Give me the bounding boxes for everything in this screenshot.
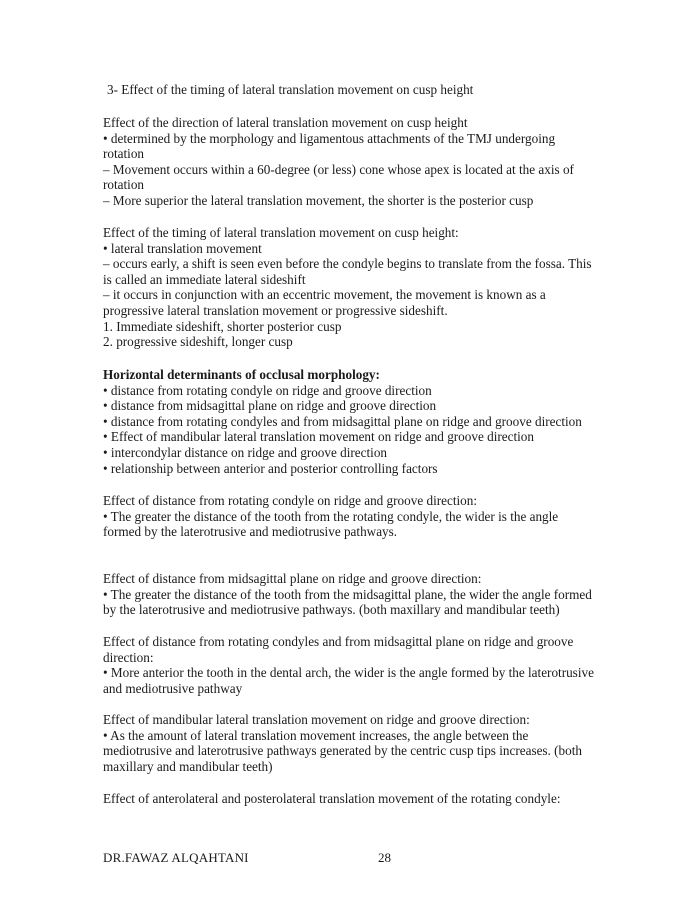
paragraph-line: and mediotrusive pathway xyxy=(103,680,243,696)
paragraph-line: • lateral translation movement xyxy=(103,240,262,256)
paragraph-line: 2. progressive sideshift, longer cusp xyxy=(103,334,293,350)
paragraph-line: Effect of mandibular lateral translation movement on ridge and groove direction: xyxy=(103,712,530,727)
paragraph-line: Effect of anterolateral and posterolateral translation movement of the rotating condyle: xyxy=(103,791,561,806)
paragraph-line: • determined by the morphology and ligamentous attachments of the TMJ undergoing xyxy=(103,130,556,146)
section-mandibular-lateral-translation xyxy=(103,712,623,774)
paragraph-line: rotation xyxy=(103,146,145,162)
section-horizontal-determinants xyxy=(103,367,623,476)
paragraph-line: – Movement occurs within a 60-degree (or less) cone whose apex is located at the axis of xyxy=(103,161,574,177)
paragraph-line: 1. Immediate sideshift, shorter posterior cusp xyxy=(103,318,342,334)
paragraph-line: Effect of distance from midsagittal plane on ridge and groove direction: xyxy=(103,571,482,586)
section-anterolateral-posterolateral xyxy=(103,791,623,807)
list-item: • distance from midsagittal plane on ridge and groove direction xyxy=(103,398,437,414)
footer-page-number: 28 xyxy=(378,850,391,865)
section-direction-lateral-translation xyxy=(103,115,623,209)
paragraph-line: • The greater the distance of the tooth from the midsagittal plane, the wider the angle formed xyxy=(103,586,592,602)
paragraph-line: Effect of the direction of lateral translation movement on cusp height xyxy=(103,115,468,130)
paragraph-line: direction: xyxy=(103,649,154,665)
paragraph-line: progressive lateral translation movement or progressive sideshift. xyxy=(103,302,448,318)
paragraph-line: formed by the laterotrusive and mediotrusive pathways. xyxy=(103,524,398,540)
paragraph-line: Effect of distance from rotating condyles and from midsagittal plane on ridge and groove xyxy=(103,634,574,649)
paragraph-line: – occurs early, a shift is seen even before the condyle begins to translate from the fossa. This xyxy=(103,256,592,272)
paragraph-line: – it occurs in conjunction with an eccentric movement, the movement is known as a xyxy=(103,287,546,303)
section-distance-condyles-and-plane xyxy=(103,634,623,696)
footer-author: DR.FAWAZ ALQAHTANI xyxy=(103,850,249,865)
paragraph-line: maxillary and mandibular teeth) xyxy=(103,758,273,774)
paragraph-line: is called an immediate lateral sideshift xyxy=(103,271,306,287)
section-timing-lateral-translation xyxy=(103,225,623,350)
section-heading xyxy=(107,82,627,98)
paragraph-line: rotation xyxy=(103,177,145,193)
list-item: • distance from rotating condyles and from midsagittal plane on ridge and groove direction xyxy=(103,413,582,429)
section-title: Horizontal determinants of occlusal morphology: xyxy=(103,367,380,382)
list-item: • intercondylar distance on ridge and groove direction xyxy=(103,444,388,460)
paragraph-line: • As the amount of lateral translation movement increases, the angle between the xyxy=(103,727,529,743)
section-distance-rotating-condyle xyxy=(103,493,623,540)
section-distance-midsagittal-plane xyxy=(103,571,623,618)
paragraph-line: mediotrusive and laterotrusive pathways generated by the centric cusp tips increases. (both xyxy=(103,743,582,759)
paragraph-line: by the laterotrusive and mediotrusive pathways. (both maxillary and mandibular teeth) xyxy=(103,602,560,618)
heading-text: 3- Effect of the timing of lateral translation movement on cusp height xyxy=(107,82,474,97)
paragraph-line: – More superior the lateral translation movement, the shorter is the posterior cusp xyxy=(103,192,534,208)
paragraph-line: Effect of the timing of lateral translation movement on cusp height: xyxy=(103,225,459,240)
list-item: • distance from rotating condyle on ridge and groove direction xyxy=(103,382,432,398)
paragraph-line: • The greater the distance of the tooth from the rotating condyle, the wider is the angle xyxy=(103,508,559,524)
list-item: • Effect of mandibular lateral translation movement on ridge and groove direction xyxy=(103,429,534,445)
paragraph-line: Effect of distance from rotating condyle on ridge and groove direction: xyxy=(103,493,478,508)
list-item: • relationship between anterior and posterior controlling factors xyxy=(103,460,438,476)
paragraph-line: • More anterior the tooth in the dental arch, the wider is the angle formed by the laterotrusive xyxy=(103,665,594,681)
